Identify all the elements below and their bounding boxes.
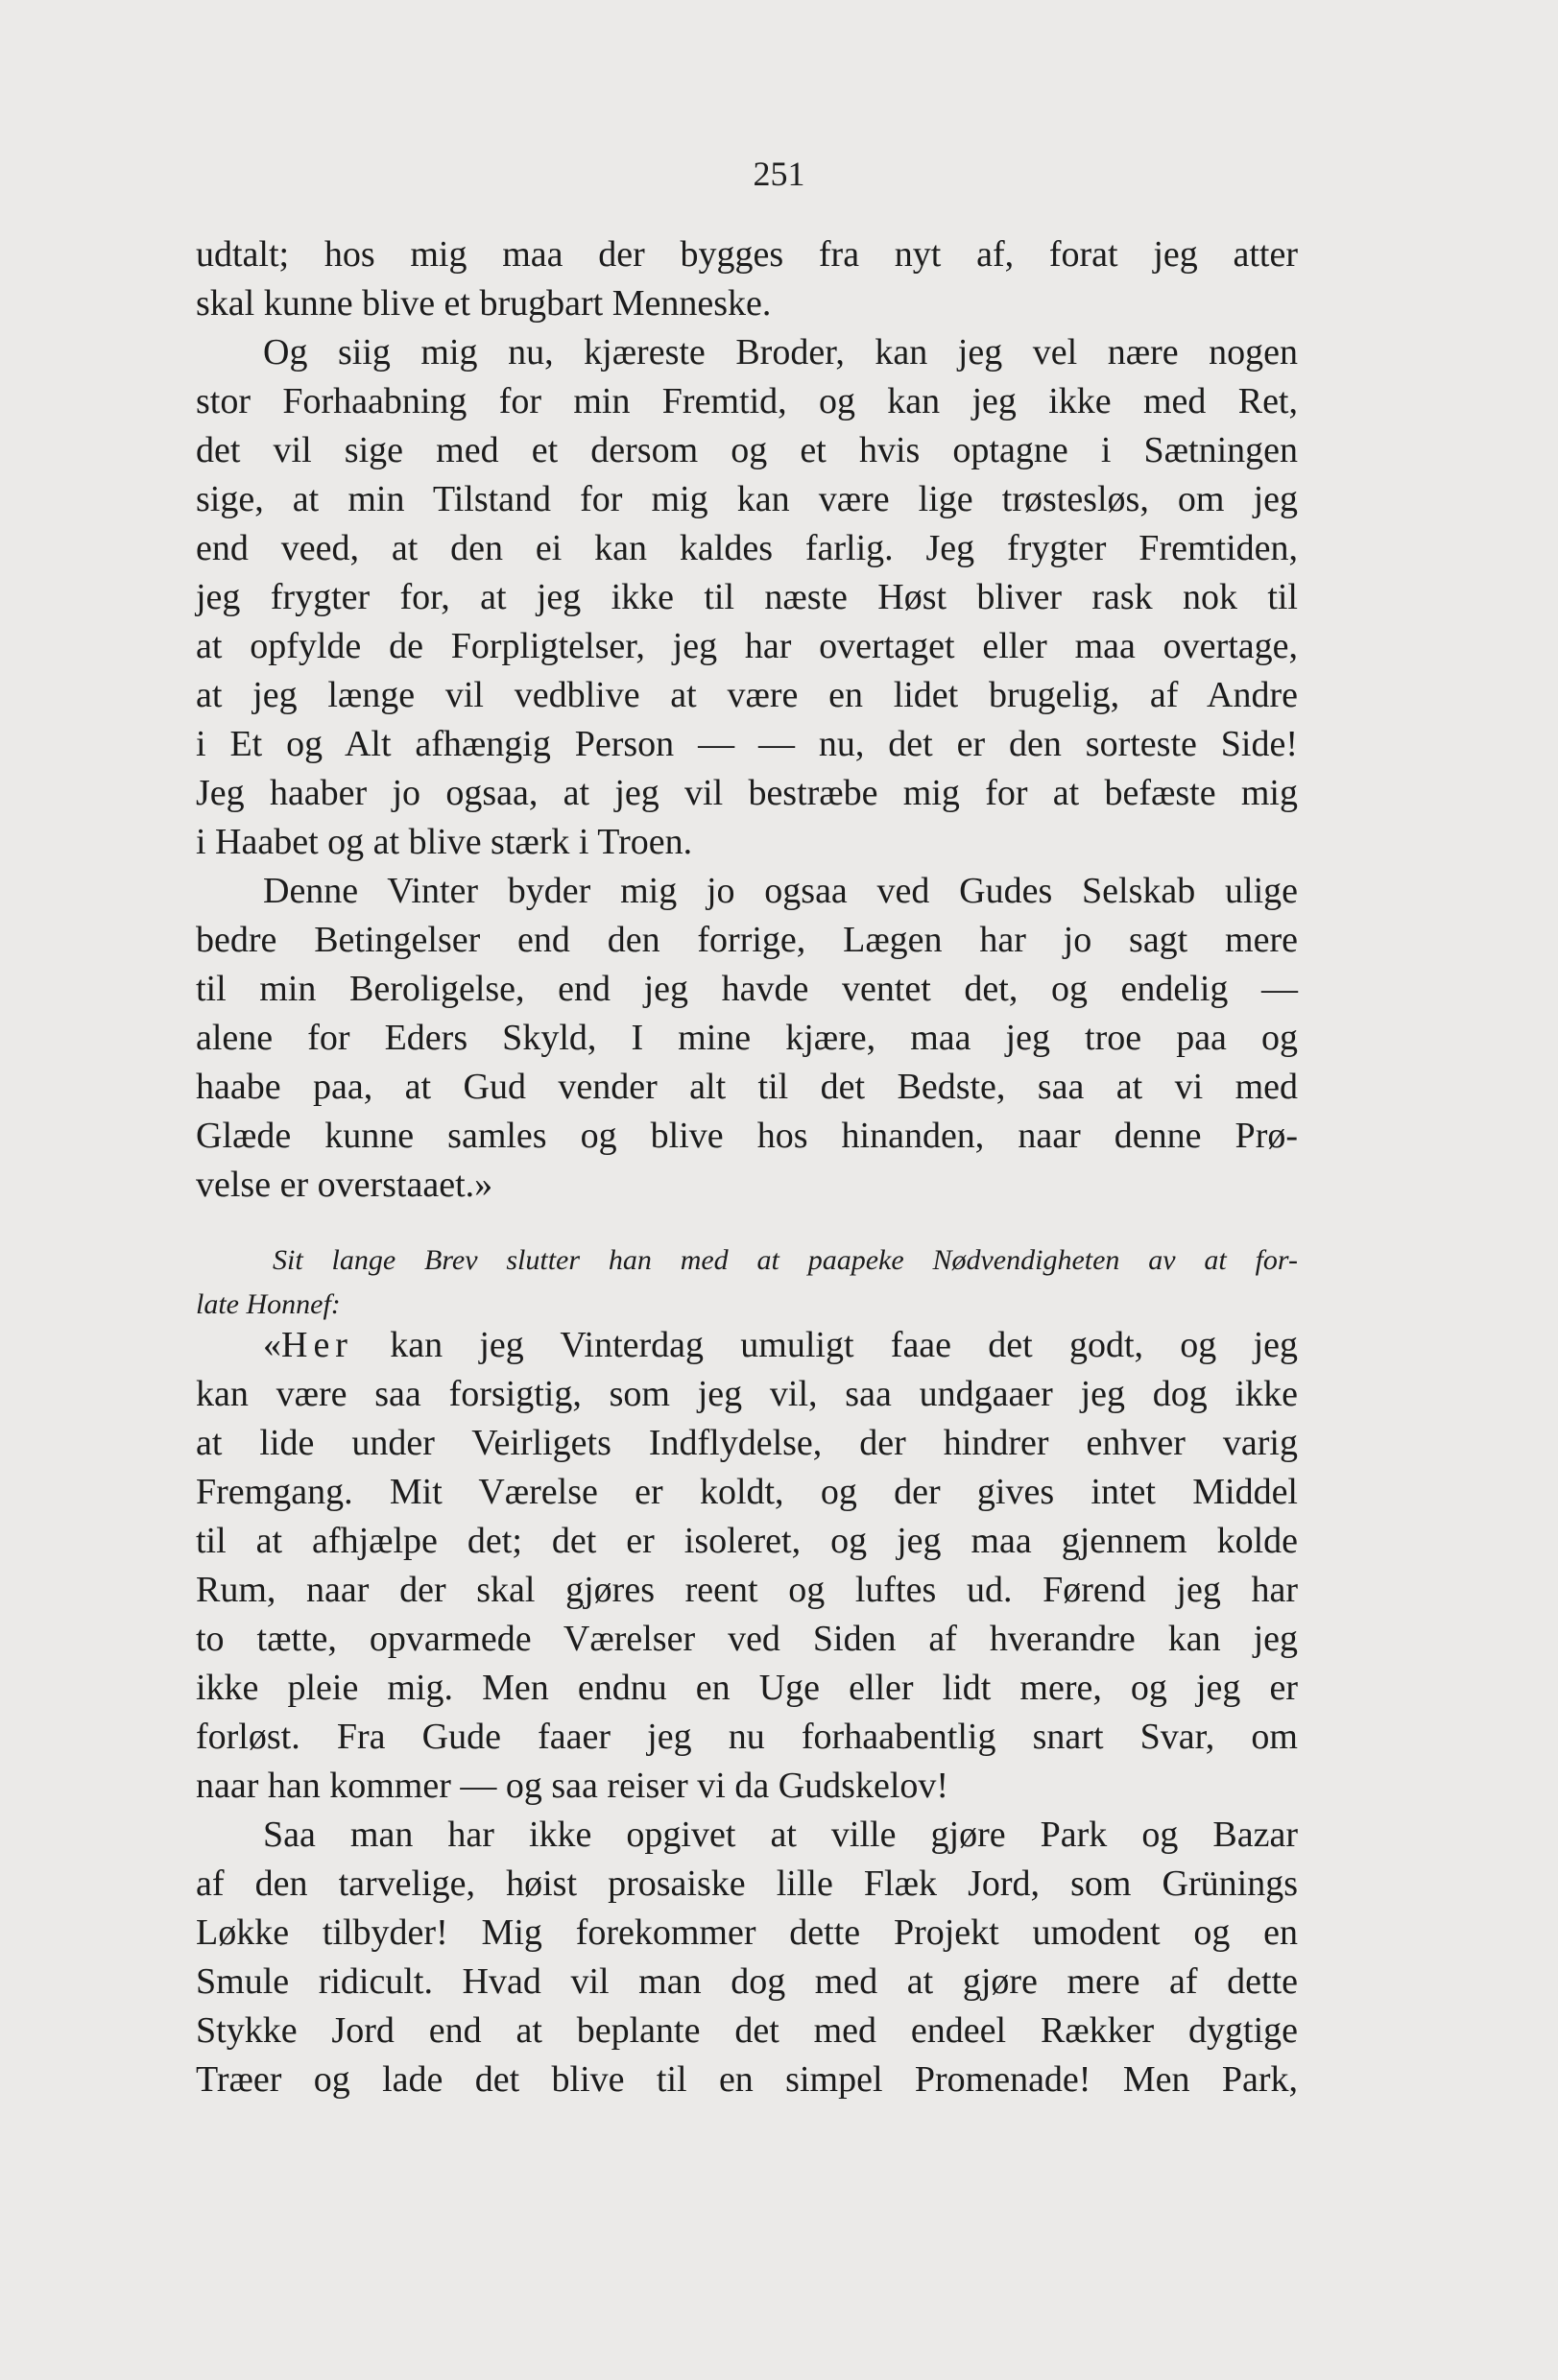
text-line: at lide under Veirligets Indflydelse, der hindrer enhver varig [196, 1423, 1298, 1463]
text-line: Glæde kunne samles og blive hos hinanden, naar denne Prø- [196, 1116, 1298, 1156]
text-line: forløst. Fra Gude faaer jeg nu forhaabentlig snart Svar, om [196, 1717, 1298, 1757]
text-line: to tætte, opvarmede Værelser ved Siden af hverandre kan jeg [196, 1619, 1298, 1659]
note-line: late Honnef: [196, 1288, 341, 1320]
letter-text-bottom [196, 1321, 1298, 2104]
text-line: Jeg haaber jo ogsaa, at jeg vil bestræbe mig for at befæste mig [196, 773, 1298, 813]
text-line: sige, at min Tilstand for mig kan være lige trøstesløs, om jeg [196, 479, 1298, 519]
text-line: Træer og lade det blive til en simpel Promenade! Men Park, [196, 2059, 1298, 2100]
text-line-first [196, 1321, 1298, 1370]
text-line: udtalt; hos mig maa der bygges fra nyt af, forat jeg atter [196, 234, 1298, 275]
text-line: end veed, at den ei kan kaldes farlig. Jeg frygter Fremtiden, [196, 528, 1298, 568]
text-line: Rum, naar der skal gjøres reent og luftes ud. Førend jeg har [196, 1570, 1298, 1610]
text-line: Og siig mig nu, kjæreste Broder, kan jeg vel nære nogen [263, 332, 1298, 373]
text-line: til at afhjælpe det; det er isoleret, og jeg maa gjennem kolde [196, 1521, 1298, 1561]
text-line: i Haabet og at blive stærk i Troen. [196, 822, 693, 862]
note-line: Sit lange Brev slutter han med at paapeke Nødvendigheten av at for- [273, 1244, 1298, 1276]
text-line: Løkke tilbyder! Mig forekommer dette Projekt umodent og en [196, 1912, 1298, 1953]
text-line: Denne Vinter byder mig jo ogsaa ved Gudes Selskab ulige [263, 871, 1298, 911]
text-line: jeg frygter for, at jeg ikke til næste Høst bliver rask nok til [196, 577, 1298, 617]
text-line: til min Beroligelse, end jeg havde ventet det, og endelig — [196, 969, 1298, 1009]
text-line: af den tarvelige, høist prosaiske lille Flæk Jord, som Grünings [196, 1863, 1298, 1904]
spaced-word: Her [281, 1325, 353, 1365]
text-line: det vil sige med et dersom og et hvis optagne i Sætningen [196, 430, 1298, 470]
opening-quote: « [263, 1325, 281, 1365]
text-line: skal kunne blive et brugbart Menneske. [196, 283, 772, 324]
text-line: at jeg længe vil vedblive at være en lidet brugelig, af Andre [196, 675, 1298, 715]
text-line: alene for Eders Skyld, I mine kjære, maa jeg troe paa og [196, 1018, 1298, 1058]
text-line: Fremgang. Mit Værelse er koldt, og der gives intet Middel [196, 1472, 1298, 1512]
text-line: velse er overstaaet.» [196, 1165, 493, 1205]
editor-note [196, 1238, 1298, 1327]
text-line: Saa man har ikke opgivet at ville gjøre Park og Bazar [263, 1815, 1298, 1855]
text-line: i Et og Alt afhængig Person — — nu, det er den sorteste Side! [196, 724, 1298, 764]
page-number: 251 [753, 155, 805, 193]
line-rest: kan jeg Vinterdag umuligt faae det godt, og jeg [352, 1325, 1298, 1365]
text-line: stor Forhaabning for min Fremtid, og kan jeg ikke med Ret, [196, 381, 1298, 421]
text-line: ikke pleie mig. Men endnu en Uge eller lidt mere, og jeg er [196, 1668, 1298, 1708]
text-line: bedre Betingelser end den forrige, Lægen har jo sagt mere [196, 920, 1298, 960]
text-line: Smule ridicult. Hvad vil man dog med at gjøre mere af dette [196, 1961, 1298, 2002]
text-line: naar han kommer — og saa reiser vi da Gudskelov! [196, 1766, 949, 1806]
text-line: at opfylde de Forpligtelser, jeg har overtaget eller maa overtage, [196, 626, 1298, 666]
text-line: kan være saa forsigtig, som jeg vil, saa undgaaer jeg dog ikke [196, 1374, 1298, 1414]
text-line: Stykke Jord end at beplante det med endeel Rækker dygtige [196, 2010, 1298, 2051]
text-line: haabe paa, at Gud vender alt til det Bedste, saa at vi med [196, 1067, 1298, 1107]
letter-text-top [196, 230, 1298, 1210]
